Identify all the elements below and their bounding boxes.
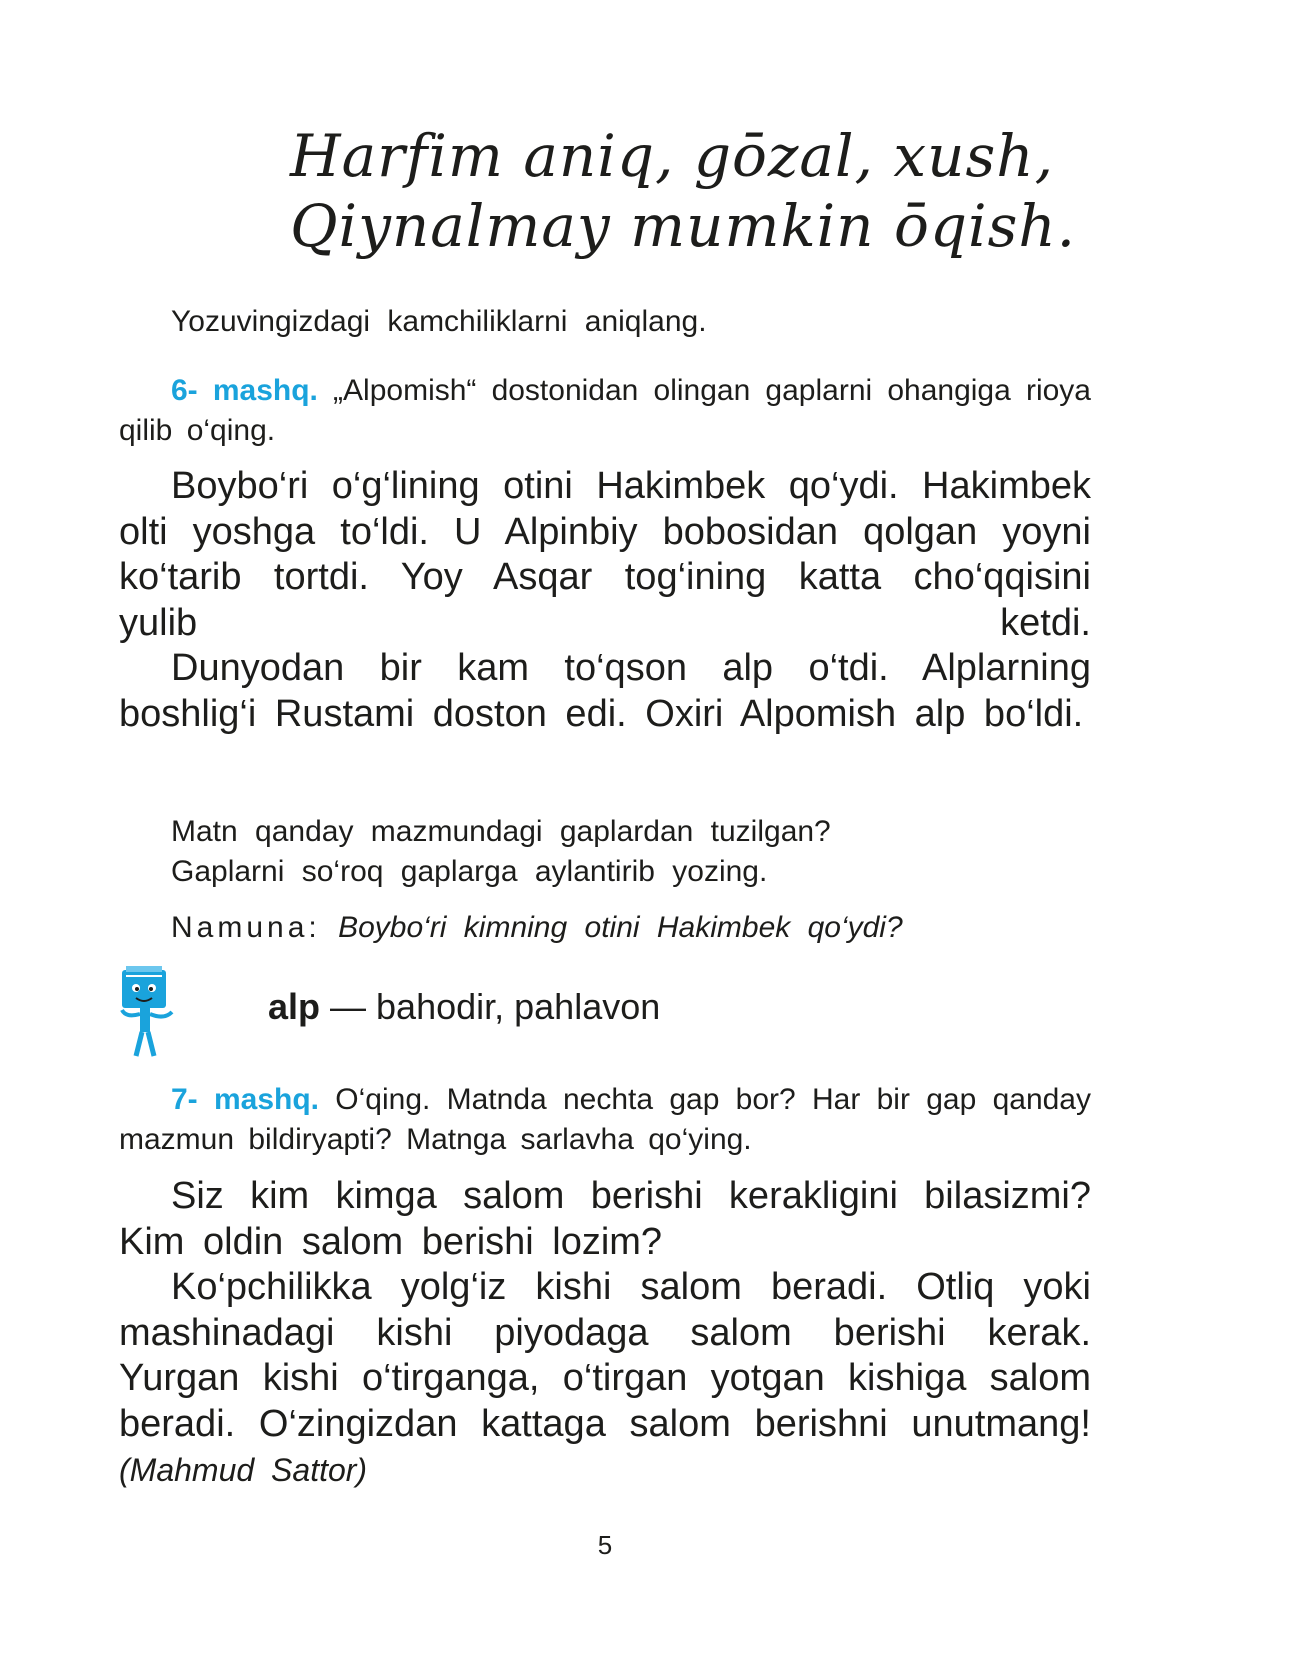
exercise-6-label: 6- mashq. <box>171 374 318 407</box>
exercise-7-author: (Mahmud Sattor) <box>119 1452 368 1488</box>
glossary-term: alp <box>268 986 321 1027</box>
page-number: 5 <box>597 1530 613 1560</box>
exercise-6-paragraph-2: Dunyodan bir kam to‘qson alp o‘tdi. Alplarning boshlig‘i Rustami doston edi. Oxiri Alpomish alp bo‘ldi. <box>119 647 1091 735</box>
handwritten-poem-svg <box>290 118 1077 278</box>
mascot-leg-right <box>148 1032 154 1056</box>
sample-text: Boybo‘ri kimning otini Hakimbek qo‘ydi? <box>338 911 903 944</box>
exercise-6-question-1: Matn qanday mazmundagi gaplardan tuzilgan? <box>171 815 831 848</box>
handwritten-line-1: Harfim aniq, gōzal, xush, <box>290 122 1055 190</box>
exercise-6-paragraph-1: Boybo‘ri o‘g‘lining otini Hakimbek qo‘ydi. Hakimbek olti yoshga to‘ldi. U Alpinbiy bobosidan qolgan yoyni ko‘tarib tortdi. Yoy Asqar tog‘ining katta cho‘qqisini yulib ketdi. <box>119 465 1091 644</box>
mascot-book-top <box>126 966 162 972</box>
sample-label: Namuna: <box>171 911 321 944</box>
handwritten-line-2: Qiynalmay mumkin ōqish. <box>290 192 1077 260</box>
mascot-torso <box>140 1008 150 1032</box>
exercise-7-paragraph-2 <box>119 1265 1091 1494</box>
exercise-7-paragraph-2-text: Ko‘pchilikka yolg‘iz kishi salom beradi. Otliq yoki mashinadagi kishi piyodaga salom berishi kerak. Yurgan kishi o‘tirganga, o‘tirgan yotgan kishiga salom beradi. O‘zingizdan kattaga salom berishni unutmang! <box>119 1266 1091 1445</box>
exercise-6-question-2: Gaplarni so‘roq gaplarga aylantirib yozing. <box>171 855 768 888</box>
exercise-7-instruction: O‘qing. Matnda nechta gap bor? Har bir gap qanday mazmun bildiryapti? Matnga sarlavha qo‘ying. <box>119 1083 1091 1156</box>
exercise-6-instruction: „Alpomish“ dostonidan olingan gaplarni ohangiga rioya qilib o‘qing. <box>119 374 1091 447</box>
glossary-entry <box>268 985 660 1029</box>
mascot-arm-right <box>150 1012 172 1017</box>
handwritten-poem <box>290 118 1077 278</box>
glossary-definition: — bahodir, pahlavon <box>320 986 661 1027</box>
mascot-svg <box>116 964 176 1060</box>
exercise-6-task <box>119 371 1091 451</box>
exercise-6-reading <box>119 464 1091 737</box>
mascot-arm-left <box>122 1010 140 1015</box>
exercise-7-task <box>119 1080 1091 1160</box>
exercise-6-sample <box>171 908 903 948</box>
mascot-pupil-left <box>135 987 139 991</box>
dictionary-mascot-icon <box>116 964 176 1060</box>
mascot-pupil-right <box>149 987 153 991</box>
instruction-text: Yozuvingizdagi kamchiliklarni aniqlang. <box>171 305 707 338</box>
mascot-leg-left <box>136 1032 142 1056</box>
exercise-7-reading <box>119 1174 1091 1494</box>
exercise-7-label: 7- mashq. <box>171 1083 319 1116</box>
exercise-7-paragraph-1: Siz kim kimga salom berishi kerakligini bilasizmi? Kim oldin salom berishi lozim? <box>119 1175 1091 1263</box>
